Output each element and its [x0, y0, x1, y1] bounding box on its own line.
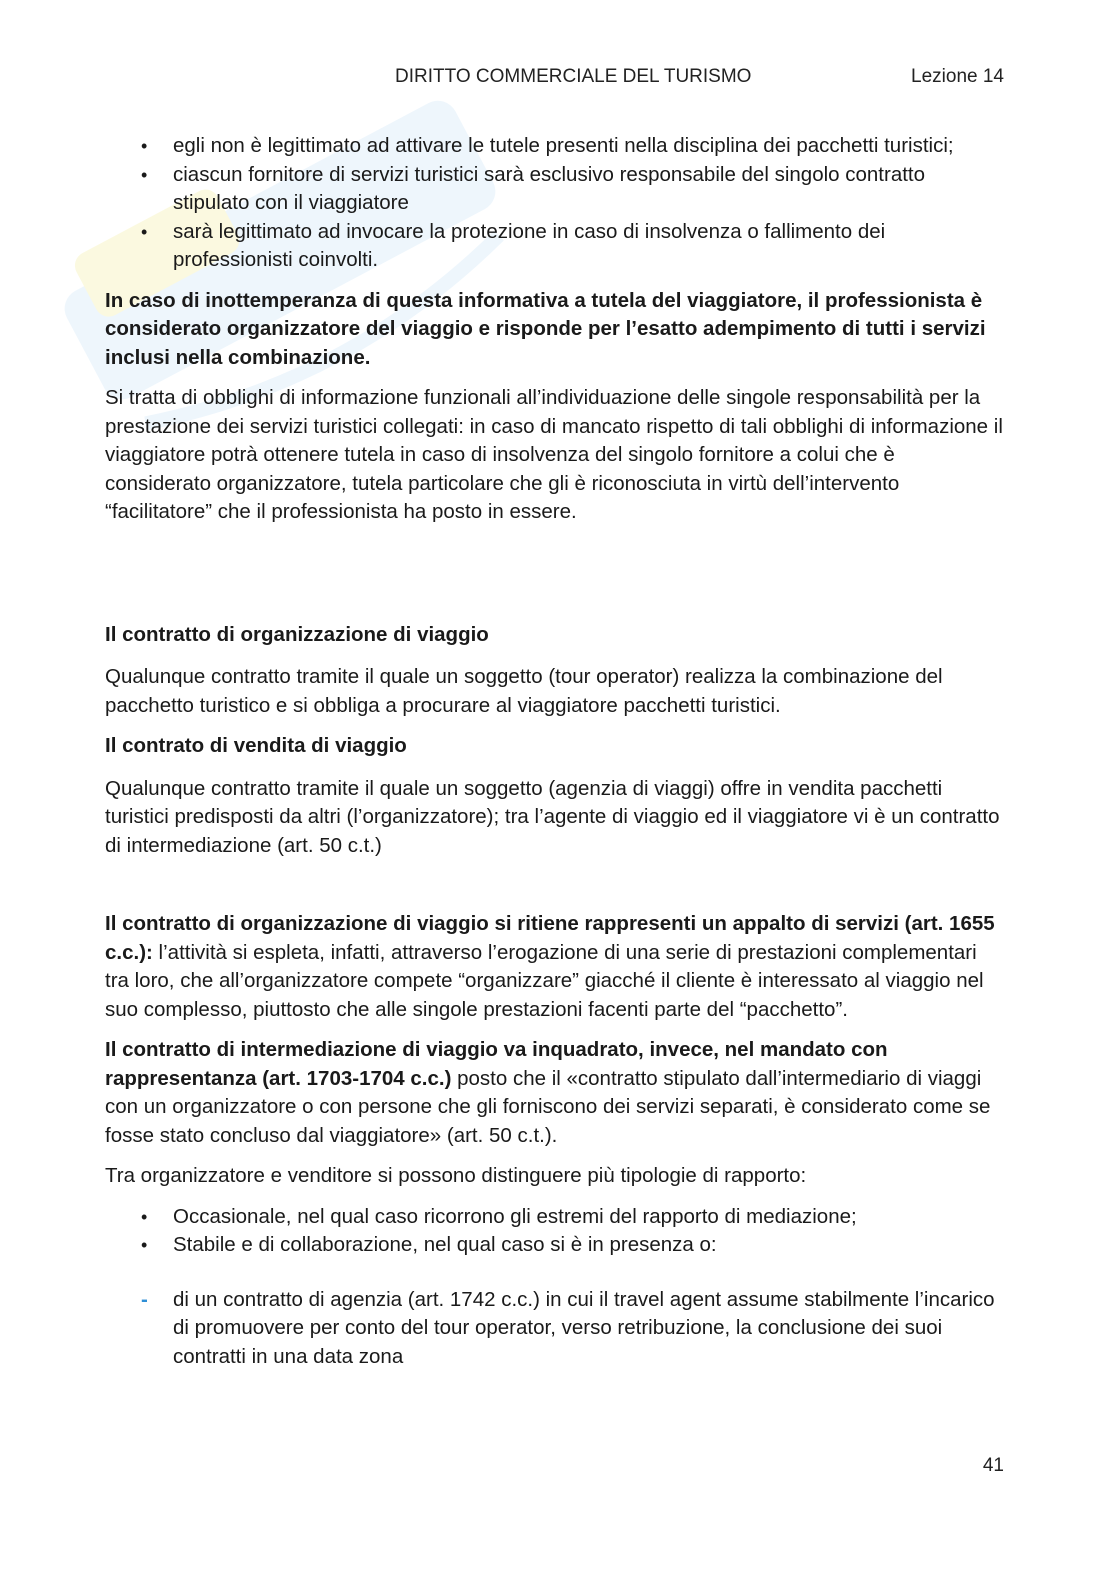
bullet-icon: • [141, 221, 148, 242]
header-title: DIRITTO COMMERCIALE DEL TURISMO [395, 66, 752, 87]
bullet-list-rapporto [105, 1203, 1005, 1260]
list-item: • Occasionale, nel qual caso ricorrono gli estremi del rapporto di mediazione; [105, 1203, 1005, 1232]
bullet-icon: • [141, 1206, 148, 1227]
paragraph-vendita: Qualunque contratto tramite il quale un soggetto (agenzia di viaggi) offre in vendita pacchetti turistici predisposti da altri (l’organizzatore); tra l’agente di viaggio ed il viaggiatore vi è un contratto di intermediazione (art. 50 c.t.) [105, 776, 1000, 857]
list-item: • ciascun fornitore di servizi turistici sarà esclusivo responsabile del singolo contratto stipulato con il viaggiatore [141, 162, 926, 214]
header-lesson: Lezione 14 [911, 66, 1004, 87]
heading-organizzazione: Il contratto di organizzazione di viaggio [105, 622, 489, 646]
dash-icon: - [141, 1287, 148, 1311]
bold-paragraph: In caso di inottemperanza di questa informativa a tutela del viaggiatore, il professionista è considerato organizzatore del viaggio e risponde per l’esatto adempimento di tutti i servizi inclusi nella combinazione. [105, 288, 986, 369]
bullet-icon: • [141, 136, 148, 156]
paragraph-appalto: Il contratto di organizzazione di viaggio si ritiene rappresenti un appalto di servizi (art. 1655 c.c.): l’attività si espleta, infatti, attraverso l’erogazione di una serie di prestazioni complementari tra loro, che all’organizzatore compete “organizzare” giacché il cliente è interessato al viaggio nel suo complesso, piuttosto che alle singole prestazioni facenti parte del “pacchetto”. [105, 912, 995, 1021]
list-item: • Stabile e di collaborazione, nel qual caso si è in presenza o: [105, 1231, 1005, 1260]
paragraph-organizzazione: Qualunque contratto tramite il quale un soggetto (tour operator) realizza la combinazione del pacchetto turistico e si obbliga a procurare al viaggiatore pacchetti turistici. [105, 665, 943, 717]
bullet-icon: • [141, 1235, 148, 1255]
page-number: 41 [982, 1455, 1004, 1476]
bullet-icon: • [141, 164, 148, 185]
paragraph-obblighi: Si tratta di obblighi di informazione funzionali all’individuazione delle singole responsabilità per la prestazione dei servizi turistici collegati: in caso di mancato rispetto di tali obblighi di informazione il viaggiatore potrà ottenere tutela in caso di insolvenza del singolo fornitore a colui che è considerato organizzatore, tutela particolare che gli è riconosciuta in virtù dell’intervento “facilitatore” che il professionista ha posto in essere. [105, 386, 1003, 523]
bullet-list-top [105, 132, 1005, 275]
paragraph-rapporto: Tra organizzatore e venditore si possono distinguere più tipologie di rapporto: [105, 1164, 807, 1187]
heading-vendita: Il contrato di vendita di viaggio [105, 734, 407, 757]
list-item: • sarà legittimato ad invocare la protezione in caso di insolvenza o fallimento dei professionisti coinvolti. [141, 219, 886, 271]
dash-list-item: - di un contratto di agenzia (art. 1742 c.c.) in cui il travel agent assume stabilmente l’incarico di promuovere per conto del tour operator, verso retribuzione, la conclusione dei suoi contratti in una data zona [141, 1287, 995, 1368]
list-item: • egli non è legittimato ad attivare le tutele presenti nella disciplina dei pacchetti turistici; [105, 132, 1005, 161]
page-content [105, 132, 1005, 1371]
paragraph-mandato: Il contratto di intermediazione di viaggio va inquadrato, invece, nel mandato con rappresentanza (art. 1703-1704 c.c.) posto che il «contratto stipulato dall’intermediario di viaggi con un organizzatore o con persone che gli forniscono dei servizi separati, è considerato come se fosse stato concluso dal viaggiatore» (art. 50 c.t.). [105, 1038, 991, 1147]
page-header [0, 66, 1116, 94]
